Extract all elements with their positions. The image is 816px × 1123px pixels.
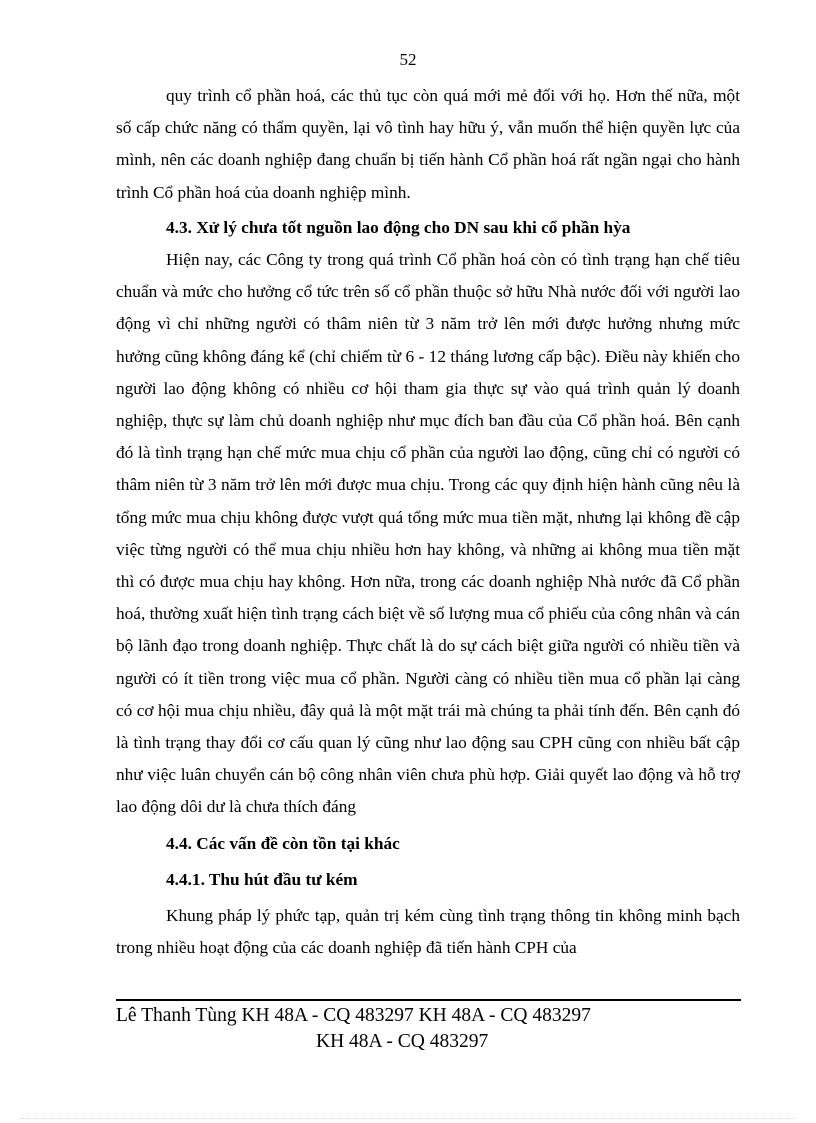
footer-divider [116, 999, 741, 1001]
section-heading-4-3: 4.3. Xử lý chưa tốt nguồn lao động cho DN sau khi cổ phần hỳa [166, 217, 631, 237]
paragraph-continuation: quy trình cổ phần hoá, các thủ tục còn quá mới mẻ đối với họ. Hơn thế nữa, một số cấp chức năng có thẩm quyền, lại vô tình hay hữu ý, vẫn muốn thể hiện quyền lực của mình, nên các doanh nghiệp đang chuẩn bị tiến hành Cổ phần hoá rất ngần ngại cho hành trình Cổ phần hoá của doanh nghiệp mình. [116, 86, 740, 202]
page-footer [116, 1003, 741, 1055]
body-text [116, 80, 740, 964]
paragraph-investment: Khung pháp lý phức tạp, quản trị kém cùng tình trạng thông tin không minh bạch trong nhiều hoạt động của các doanh nghiệp đã tiến hành CPH của [116, 906, 740, 958]
section-heading-4-4: 4.4. Các vấn đề còn tồn tại khác [166, 833, 400, 853]
subsection-heading-4-4-1: 4.4.1. Thu hút đầu tư kém [166, 869, 358, 889]
page-bottom-border [20, 1118, 796, 1119]
footer-line-1: Lê Thanh Tùng KH 48A - CQ 483297 KH 48A - CQ 483297 [116, 1005, 591, 1026]
page-number: 52 [399, 50, 417, 69]
paragraph-labor-issues: Hiện nay, các Công ty trong quá trình Cổ phần hoá còn có tình trạng hạn chế tiêu chuẩn và mức cho hưởng cổ tức trên số cổ phần thuộc sở hữu Nhà nước đối với người lao động vì chỉ những người có thâm niên từ 3 năm trở lên mới được hưởng nhưng mức hưởng cũng không đáng kể (chỉ chiếm từ 6 - 12 tháng lương cấp bậc). Điều này khiến cho người lao động không có nhiều cơ hội tham gia thực sự vào quá trình quản lý doanh nghiệp, thực sự làm chủ doanh nghiệp như mục đích ban đầu của Cổ phần hoá. Bên cạnh đó là tình trạng hạn chế mức mua chịu cổ phần của người lao động, cũng chỉ có người có thâm niên từ 3 năm trở lên mới được mua chịu. Trong các quy định hiện hành cũng nêu là tổng mức mua chịu không được vượt quá tổng mức mua tiền mặt, nhưng lại không đề cập việc từng người có thể mua chịu nhiều hơn hay không, và những ai không mua tiền mặt thì có được mua chịu hay không. Hơn nữa, trong các doanh nghiệp Nhà nước đã Cổ phần hoá, thường xuất hiện tình trạng cách biệt về số lượng mua cổ phiếu của công nhân và cán bộ lãnh đạo trong doanh nghiệp. Thực chất là do sự cách biệt giữa người có nhiều tiền và người có ít tiền trong việc mua cổ phần. Người càng có nhiều tiền mua cổ phần lại càng có cơ hội mua chịu nhiều, đây quả là một mặt trái mà chúng ta phải tính đến. Bên cạnh đó là tình trạng thay đổi cơ cấu quan lý cũng như lao động sau CPH cũng con nhiều bất cập như việc luân chuyển cán bộ công nhân viên chưa phù hợp. Giải quyết lao động và hỗ trợ lao động dôi dư là chưa thích đáng [116, 250, 740, 817]
footer-line-2: KH 48A - CQ 483297 [316, 1031, 489, 1052]
